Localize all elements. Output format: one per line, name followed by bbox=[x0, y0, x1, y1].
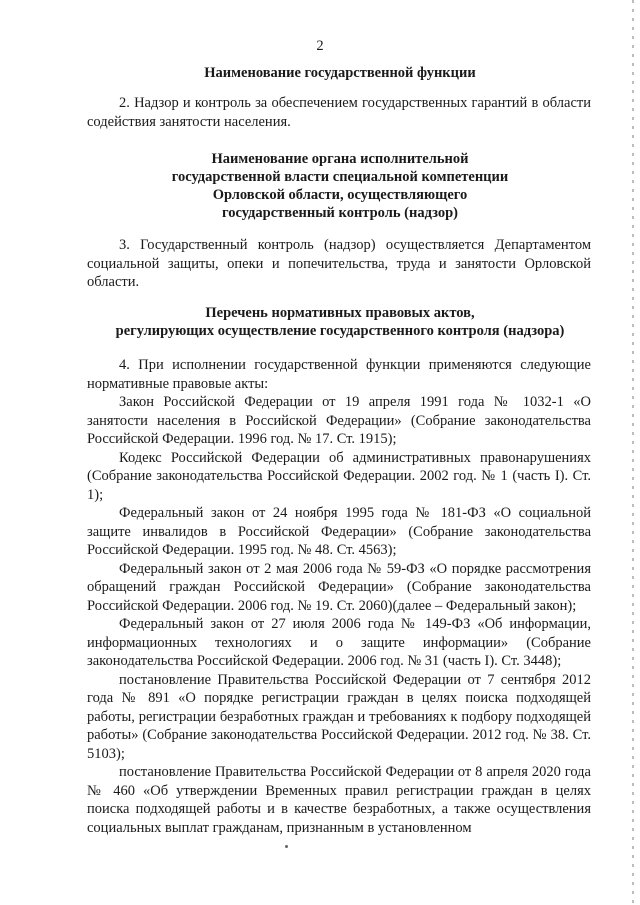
title-line: государственной власти специальной компетенции bbox=[171, 169, 509, 185]
section-title-authority bbox=[70, 150, 610, 222]
paragraph-2: 2. Надзор и контроль за обеспечением государственных гарантий в области содействия занятости населения. bbox=[87, 95, 591, 130]
law-item: Федеральный закон от 27 июля 2006 года № 149-ФЗ «Об информации, информационных технологиях и о защите информации» (Собрание законодательства Российской Федерации. 2006 год. № 31 (часть I). Ст. 3448); bbox=[87, 616, 591, 669]
title-line: Наименование органа исполнительной bbox=[211, 151, 469, 167]
paragraph-4-intro: 4. При исполнении государственной функции применяются следующие нормативные правовые акты: bbox=[87, 357, 591, 392]
law-item: Федеральный закон от 2 мая 2006 года № 59-ФЗ «О порядке рассмотрения обращений граждан Российской Федерации» (Собрание законодательства Российской Федерации. 2006 год. № 19. Ст. 2060)(далее – Федеральный закон); bbox=[87, 560, 591, 614]
title-line: регулирующих осуществление государственного контроля (надзора) bbox=[115, 323, 565, 339]
scan-speck bbox=[285, 845, 288, 848]
title-line: Орловской области, осуществляющего bbox=[212, 187, 468, 203]
law-item: Федеральный закон от 24 ноября 1995 года № 181-ФЗ «О социальной защите инвалидов в Российской Федерации» (Собрание законодательства Российской Федерации. 1995 год. № 48. Ст. 4563); bbox=[87, 505, 591, 558]
page-number: 2 bbox=[316, 38, 324, 54]
title-line: государственный контроль (надзор) bbox=[222, 205, 458, 221]
scan-edge-artifact bbox=[632, 0, 634, 905]
legal-acts-list bbox=[87, 356, 591, 837]
law-item: Кодекс Российской Федерации об административных правонарушениях (Собрание законодательства Российской Федерации. 2002 год. № 1 (часть I). Ст. 1); bbox=[87, 449, 591, 503]
law-item: постановление Правительства Российской Федерации от 7 сентября 2012 года № 891 «О порядке регистрации граждан в целях поиска подходящей работы, регистрации безработных граждан и требованиях к подбору подходящей работы» (Собрание законодательства Российской Федерации. 2012 год. № 38. Ст. 5103); bbox=[87, 671, 591, 762]
paragraph-3: 3. Государственный контроль (надзор) осуществляется Департаментом социальной защиты, опеки и попечительства, труда и занятости Орловской области. bbox=[87, 237, 591, 290]
section-title-legal-acts bbox=[70, 304, 610, 340]
law-item: постановление Правительства Российской Федерации от 8 апреля 2020 года № 460 «Об утверждении Временных правил регистрации граждан в целях поиска подходящей работы и в качестве безработных, а также осуществления социальных выплат гражданам, признанным в установленном bbox=[87, 764, 591, 836]
law-item: Закон Российской Федерации от 19 апреля 1991 года № 1032-1 «О занятости населения в Российской Федерации» (Собрание законодательства Российской Федерации. 1996 год. № 17. Ст. 1915); bbox=[87, 394, 591, 447]
section-title-function: Наименование государственной функции bbox=[204, 65, 476, 81]
title-line: Перечень нормативных правовых актов, bbox=[205, 305, 475, 321]
section-text-authority bbox=[87, 236, 591, 292]
section-text-function bbox=[87, 94, 591, 131]
